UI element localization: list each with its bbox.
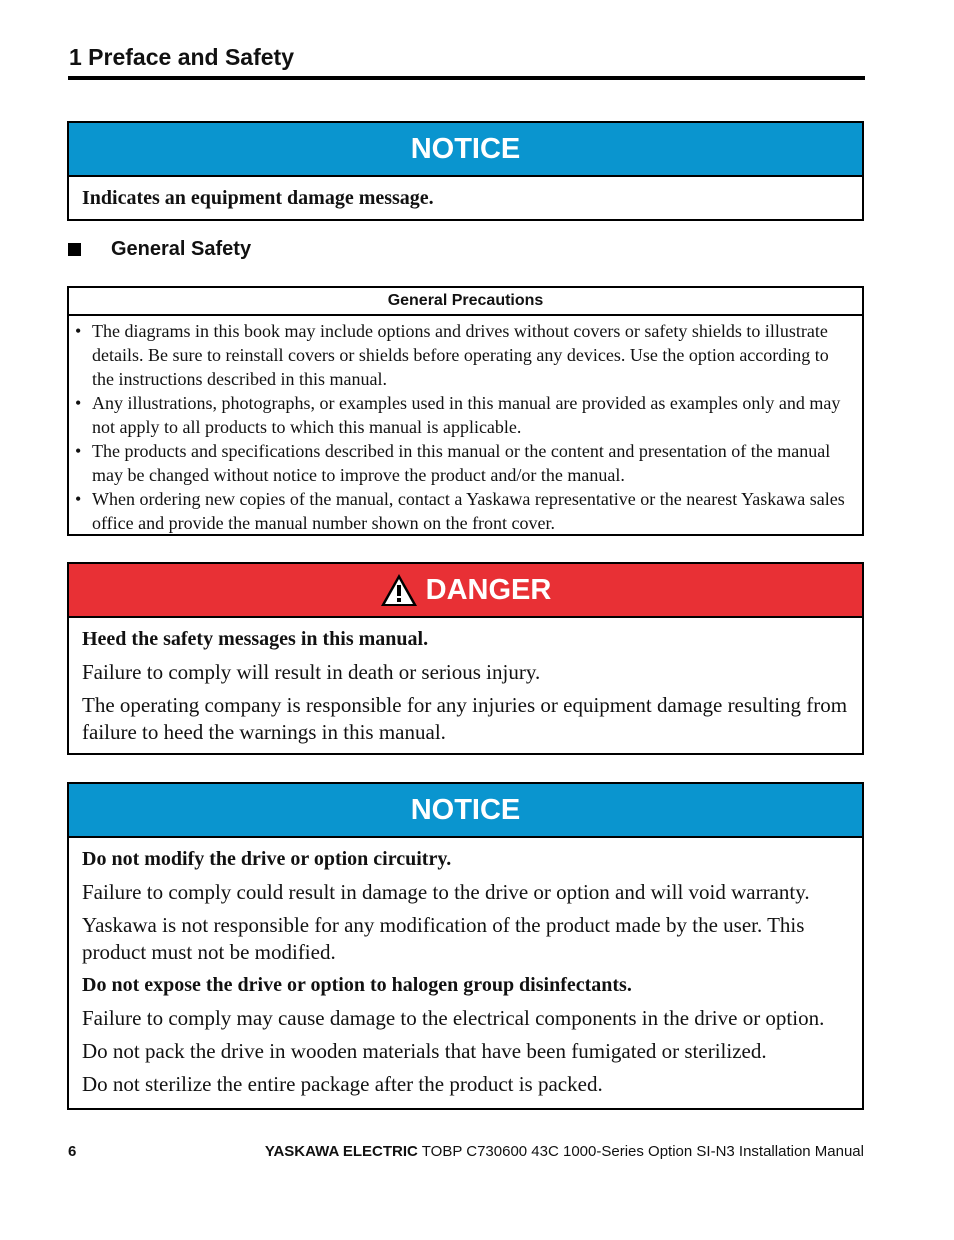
notice-paragraph: Failure to comply could result in damage to the drive or option and will void warranty. bbox=[82, 880, 810, 904]
list-item-text: When ordering new copies of the manual, contact a Yaskawa representative or the nearest Yaskawa sales office and provide the manual number shown on the front cover. bbox=[92, 489, 845, 533]
list-item bbox=[75, 319, 854, 391]
notice-paragraph: Do not pack the drive in wooden materials that have been fumigated or sterilized. bbox=[82, 1039, 767, 1063]
bullet: • bbox=[75, 489, 82, 509]
notice-text: Indicates an equipment damage message. bbox=[82, 187, 434, 209]
notice-body bbox=[69, 177, 862, 212]
precautions-heading: General Precautions bbox=[69, 288, 862, 316]
footer-doc-title bbox=[265, 1143, 864, 1160]
list-item bbox=[75, 439, 854, 487]
list-item-text: The diagrams in this book may include options and drives without covers or safety shields to illustrate details. Be sure to reinstall covers or shields before operating any devices. Use the option according to the instructions described in this manual. bbox=[92, 321, 829, 389]
notice-paragraph: Failure to comply may cause damage to the electrical components in the drive or option. bbox=[82, 1006, 825, 1030]
notice-box-bottom bbox=[67, 782, 864, 1110]
bullet: • bbox=[75, 321, 82, 341]
precautions-box bbox=[67, 286, 864, 536]
header-rule bbox=[68, 76, 865, 80]
precautions-list bbox=[69, 316, 862, 535]
danger-paragraph: The operating company is responsible for any injuries or equipment damage resulting from failure to heed the warnings in this manual. bbox=[82, 693, 848, 744]
notice-body bbox=[69, 838, 862, 1098]
list-item bbox=[75, 487, 854, 535]
danger-body bbox=[69, 618, 862, 746]
footer-doc: TOBP C730600 43C 1000-Series Option SI-N3 Installation Manual bbox=[417, 1143, 864, 1160]
danger-box bbox=[67, 562, 864, 755]
list-item-text: Any illustrations, photographs, or examples used in this manual are provided as examples only and may not apply to all products to which this manual is applicable. bbox=[92, 393, 841, 437]
square-bullet-icon bbox=[68, 243, 81, 256]
footer-brand: YASKAWA ELECTRIC bbox=[264, 1143, 418, 1160]
notice-box-top bbox=[67, 121, 864, 221]
danger-heading-bar bbox=[69, 564, 862, 618]
danger-paragraph: Failure to comply will result in death or serious injury. bbox=[82, 660, 541, 684]
page-header-title: 1 Preface and Safety bbox=[69, 44, 295, 70]
notice-paragraph: Do not sterilize the entire package after the product is packed. bbox=[82, 1072, 603, 1096]
danger-lead: Heed the safety messages in this manual. bbox=[82, 628, 429, 650]
page-number: 6 bbox=[68, 1143, 77, 1160]
danger-heading: DANGER bbox=[425, 573, 552, 606]
notice-lead: Do not expose the drive or option to halogen group disinfectants. bbox=[82, 974, 632, 996]
notice-lead: Do not modify the drive or option circuitry. bbox=[82, 848, 452, 870]
list-item-text: The products and specifications described in this manual or the content and presentation of the manual may be changed without notice to improve the product and/or the manual. bbox=[92, 441, 831, 485]
section-heading bbox=[68, 238, 251, 261]
notice-paragraph: Yaskawa is not responsible for any modification of the product made by the user. This product must not be modified. bbox=[82, 913, 805, 964]
notice-heading: NOTICE bbox=[69, 123, 862, 177]
bullet: • bbox=[75, 441, 82, 461]
notice-heading: NOTICE bbox=[69, 784, 862, 838]
section-title: General Safety bbox=[111, 238, 252, 260]
list-item bbox=[75, 391, 854, 439]
warning-triangle-icon bbox=[380, 573, 418, 607]
bullet: • bbox=[75, 393, 82, 413]
